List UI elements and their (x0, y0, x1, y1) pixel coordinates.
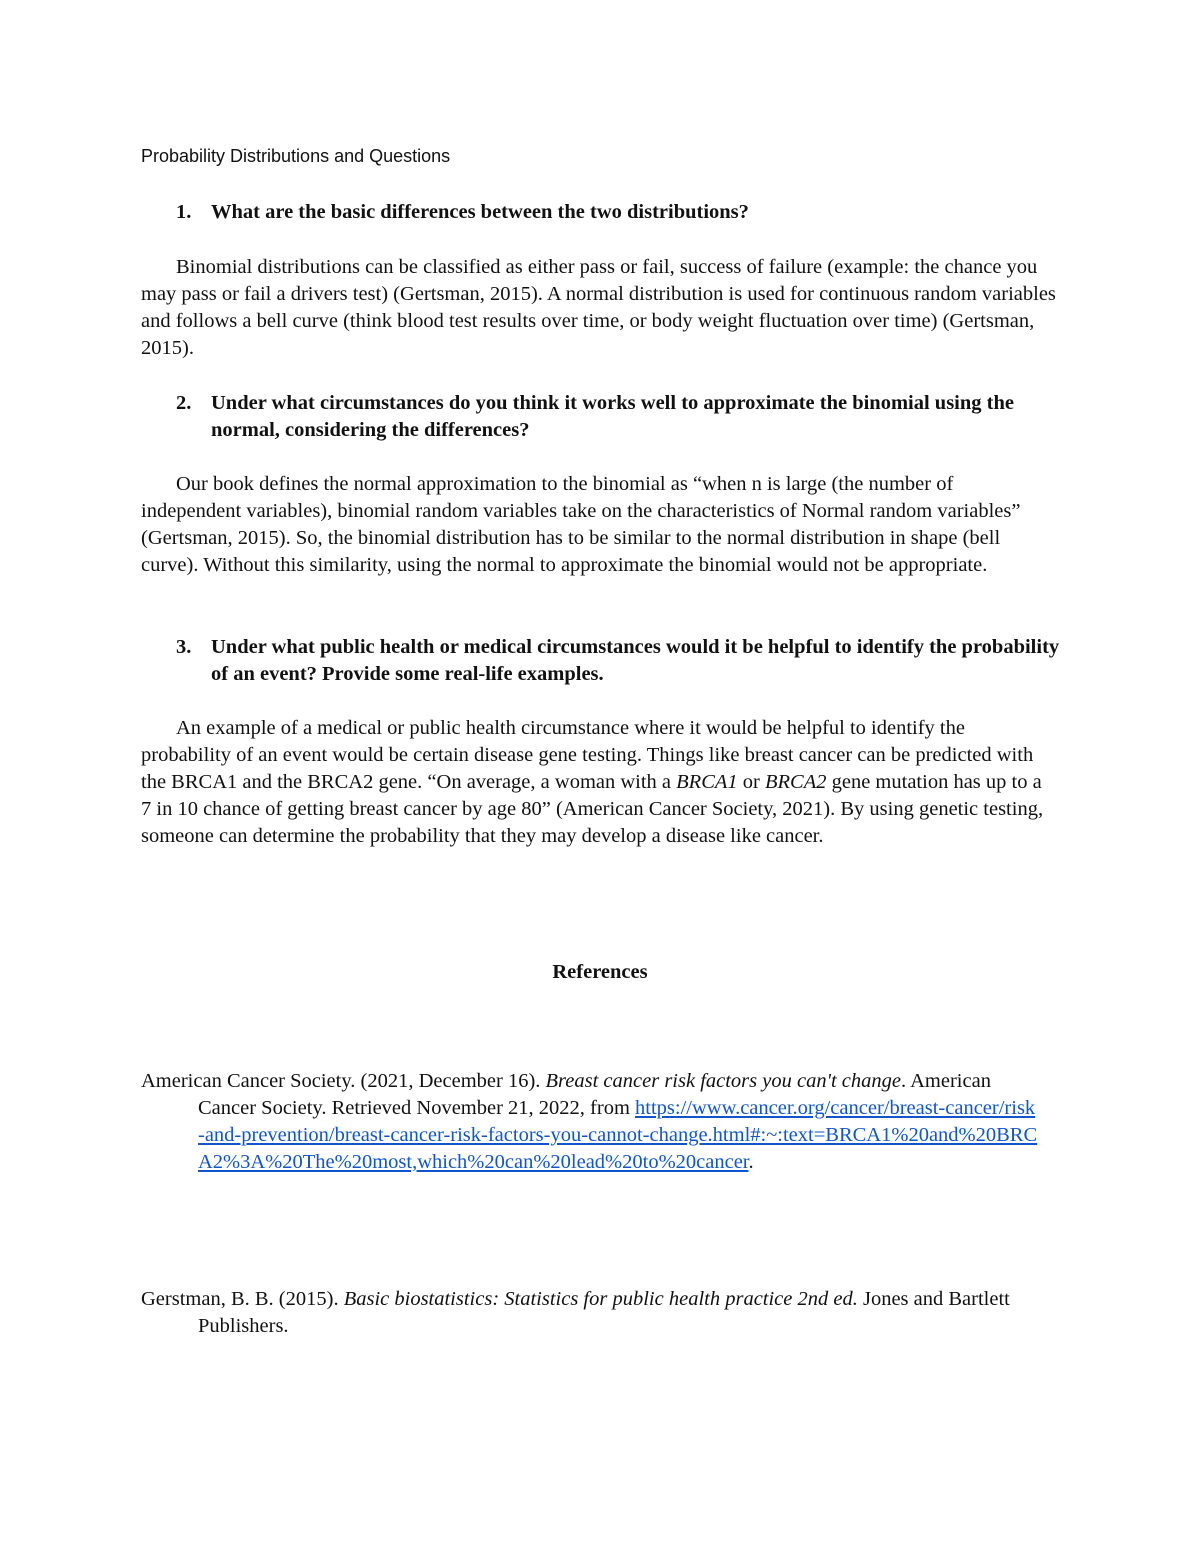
question-number: 2. (176, 392, 192, 414)
question-text: What are the basic differences between the two distributions? (211, 201, 749, 223)
reference-item (141, 1286, 1041, 1340)
answer-3 (141, 715, 1056, 850)
question-1 (176, 199, 1076, 226)
answer-text-part: gene mutation has up to a 7 in 10 chance of getting breast cancer by age 80” (American Cancer Society, 2021). By using genetic testing, someone can determine the probability that they may develop a disease like cancer. (141, 771, 1044, 847)
reference-title: Breast cancer risk factors you can't change (545, 1070, 901, 1092)
reference-item (141, 1068, 1041, 1176)
reference-source: Jones and Bartlett Publishers. (198, 1288, 1010, 1337)
answer-2 (141, 471, 1056, 579)
reference-link[interactable]: https://www.cancer.org/cancer/breast-cancer/risk-and-prevention/breast-cancer-risk-factors-you-cannot-change.html#:~:text=BRCA1%20and%20BRCA2%3A%20The%20most,which%20can%20lead%20to%20cancer (198, 1097, 1038, 1173)
answer-text-part: or (737, 771, 765, 793)
question-text: Under what circumstances do you think it works well to approximate the binomial using the normal, considering the differences? (211, 392, 1014, 441)
question-number: 3. (176, 636, 192, 658)
reference-title: Basic biostatistics: Statistics for public health practice 2nd ed. (343, 1288, 858, 1310)
document-title: Probability Distributions and Questions (141, 146, 451, 166)
question-3 (176, 634, 1076, 688)
question-number: 1. (176, 201, 192, 223)
question-2 (176, 390, 1076, 444)
answer-text: Our book defines the normal approximation to the binomial as “when n is large (the number of independent variables), binomial random variables take on the characteristics of Normal random variables” (Gertsman, 2015). So, the binomial distribution has to be similar to the normal distribution in shape (bell curve). Without this similarity, using the normal to approximate the binomial would not be appropriate. (141, 473, 1021, 576)
reference-lead: American Cancer Society. (2021, December 16). (141, 1070, 546, 1092)
answer-text: Binomial distributions can be classified as either pass or fail, success of failure (example: the chance you may pass or fail a drivers test) (Gertsman, 2015). A normal distribution is used for continuous random variables and follows a bell curve (think blood test results over time, or body weight fluctuation over time) (Gertsman, 2015). (141, 256, 1056, 359)
answer-text-part: An example of a medical or public health circumstance where it would be helpful to identify the probability of an event would be certain disease gene testing. Things like breast cancer can be predicted with the BRCA1 and the BRCA2 gene. “On average, a woman with a (141, 717, 1034, 793)
gene-name: BRCA1 (676, 771, 738, 793)
answer-text (141, 715, 1056, 850)
reference-source: . American Cancer Society. Retrieved November 21, 2022, from (198, 1070, 991, 1119)
reference-tail: . (748, 1151, 754, 1173)
reference-lead: Gerstman, B. B. (2015). (141, 1288, 344, 1310)
references-heading: References (552, 961, 648, 983)
question-text: Under what public health or medical circumstances would it be helpful to identify the probability of an event? Provide some real-life examples. (211, 636, 1060, 685)
gene-name: BRCA2 (764, 771, 827, 793)
answer-1 (141, 254, 1056, 362)
